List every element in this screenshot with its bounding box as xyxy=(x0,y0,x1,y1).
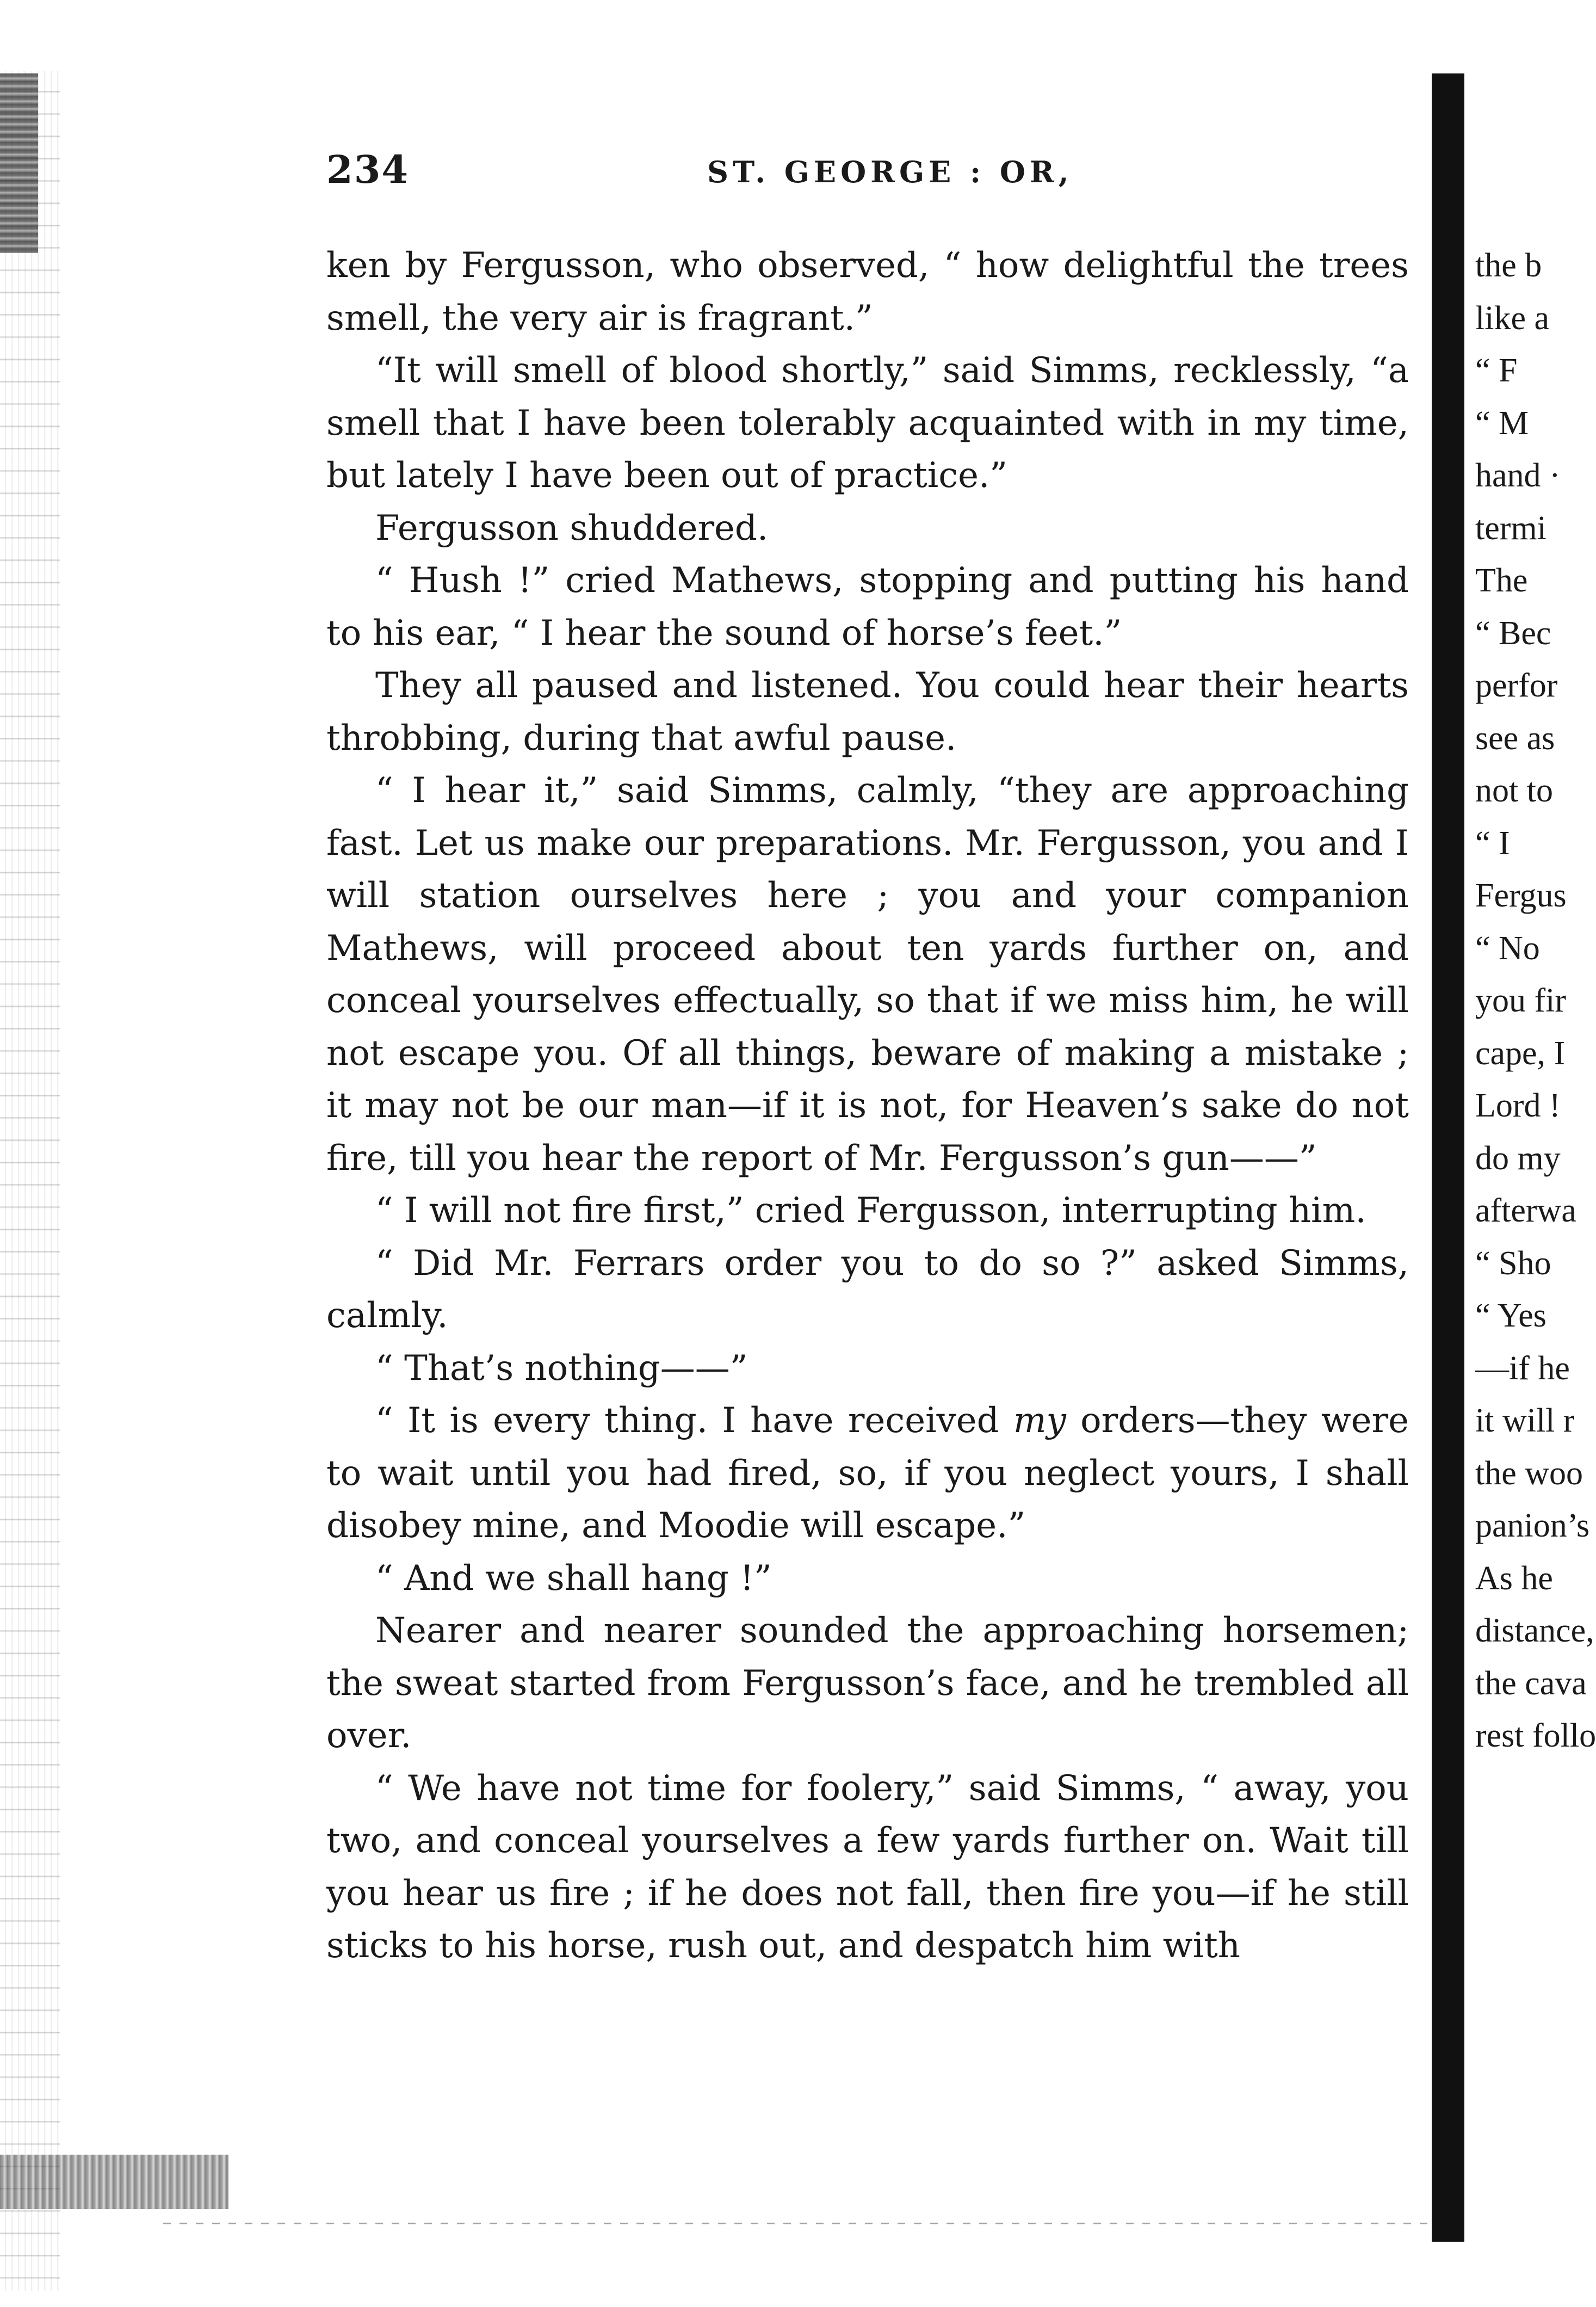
facing-page-line: “ F xyxy=(1475,352,1518,389)
running-title: ST. GEORGE : OR, xyxy=(707,155,1073,189)
paragraph: “ That’s nothing——” xyxy=(375,1348,748,1389)
facing-page-line: “ I xyxy=(1475,824,1510,862)
facing-page-line: The xyxy=(1475,562,1528,599)
scan-artifact-top xyxy=(0,73,38,253)
page-number: 234 xyxy=(326,147,410,192)
body-text xyxy=(326,239,1409,1972)
paragraph: “ I hear it,” said Simms, calmly, “they are approaching fast. Let us make our preparations. Mr. Fergusson, you and I will station ourselves here ; you and your companion Mathews, will proceed about ten yards further on, and conceal yourselves effectually, so that if we miss him, he will not escape you. Of all things, beware of making a mistake ; it may not be our man—if it is not, for Heaven’s sake do not fire, till you hear the report of Mr. Fergusson’s gun——” xyxy=(326,770,1409,1179)
facing-page-line: see as xyxy=(1475,719,1555,757)
paragraph: “ Did Mr. Ferrars order you to do so ?” asked Simms, calmly. xyxy=(326,1243,1409,1336)
paragraph: “ I will not fire first,” cried Fergusson, interrupting him. xyxy=(375,1190,1366,1231)
facing-page-line: Lord ! xyxy=(1475,1087,1561,1124)
book-gutter xyxy=(1432,73,1464,2242)
facing-page-line: like a xyxy=(1475,299,1549,337)
facing-page-line: As he xyxy=(1475,1559,1553,1597)
facing-page-line: “ No xyxy=(1475,929,1540,967)
facing-page-line: not to xyxy=(1475,772,1553,809)
facing-page-line: the woo xyxy=(1475,1454,1583,1492)
facing-page-line: termi xyxy=(1475,509,1546,547)
facing-page-line: do my xyxy=(1475,1139,1561,1177)
facing-page-line: —if he xyxy=(1475,1349,1570,1387)
facing-page-line: “ Sho xyxy=(1475,1244,1551,1282)
paragraph: They all paused and listened. You could hear their hearts throbbing, during that awful pause. xyxy=(326,665,1409,758)
facing-page-line: “ Bec xyxy=(1475,614,1551,652)
facing-page-line: you fir xyxy=(1475,982,1567,1019)
scan-edge-noise xyxy=(0,71,60,2291)
book-page xyxy=(326,147,1409,1972)
facing-page-line: the b xyxy=(1475,247,1542,284)
paragraph: Nearer and nearer sounded the approaching horsemen; the sweat started from Fergusson’s face, and he trembled all over. xyxy=(326,1611,1409,1756)
orders-text-before: “ It is every thing. I have received xyxy=(375,1401,1013,1441)
orders-text-after: orders—they were to wait until you had fired, so, if you neglect yours, I shall disobey mine, and Moodie will escape.” xyxy=(326,1401,1409,1546)
facing-page-line: panion’s xyxy=(1475,1507,1590,1544)
scan-bottom-edge xyxy=(163,2223,1469,2224)
facing-page-line: rest follo xyxy=(1475,1717,1596,1754)
facing-page-line: hand · xyxy=(1475,457,1561,494)
facing-page-line: Fergus xyxy=(1475,877,1567,914)
scan-artifact-bottom xyxy=(0,2155,228,2209)
facing-page-line: cape, I xyxy=(1475,1034,1566,1072)
facing-page-line: the cava xyxy=(1475,1664,1587,1702)
paragraph: ken by Fergusson, who observed, “ how delightful the trees smell, the very air is fragrant.” xyxy=(326,245,1409,338)
facing-page-line: “ M xyxy=(1475,404,1529,442)
paragraph: Fergusson shuddered. xyxy=(375,508,769,548)
paragraph: “ We have not time for foolery,” said Simms, “ away, you two, and conceal yourselves a few yards further on. Wait till you hear us fire ; if he does not fall, then fire you—if he still sticks to his horse, rush out, and despatch him with xyxy=(326,1768,1409,1966)
paragraph-orders xyxy=(326,1395,1409,1552)
paragraph: “It will smell of blood shortly,” said Simms, recklessly, “a smell that I have been tolerably acquainted with in my time, but lately I have been out of practice.” xyxy=(326,350,1409,496)
facing-page-line: it will r xyxy=(1475,1402,1575,1439)
orders-emphasis: my xyxy=(1013,1401,1066,1441)
facing-page-line: “ Yes xyxy=(1475,1297,1546,1334)
facing-page-line: distance, xyxy=(1475,1612,1594,1649)
page-header xyxy=(326,147,1409,207)
facing-page-line: afterwa xyxy=(1475,1192,1576,1229)
facing-page-line: perfor xyxy=(1475,667,1558,704)
paragraph: “ Hush !” cried Mathews, stopping and putting his hand to his ear, “ I hear the sound of horse’s feet.” xyxy=(326,560,1409,653)
facing-page-fragment xyxy=(1475,239,1596,1762)
paragraph: “ And we shall hang !” xyxy=(375,1558,772,1599)
